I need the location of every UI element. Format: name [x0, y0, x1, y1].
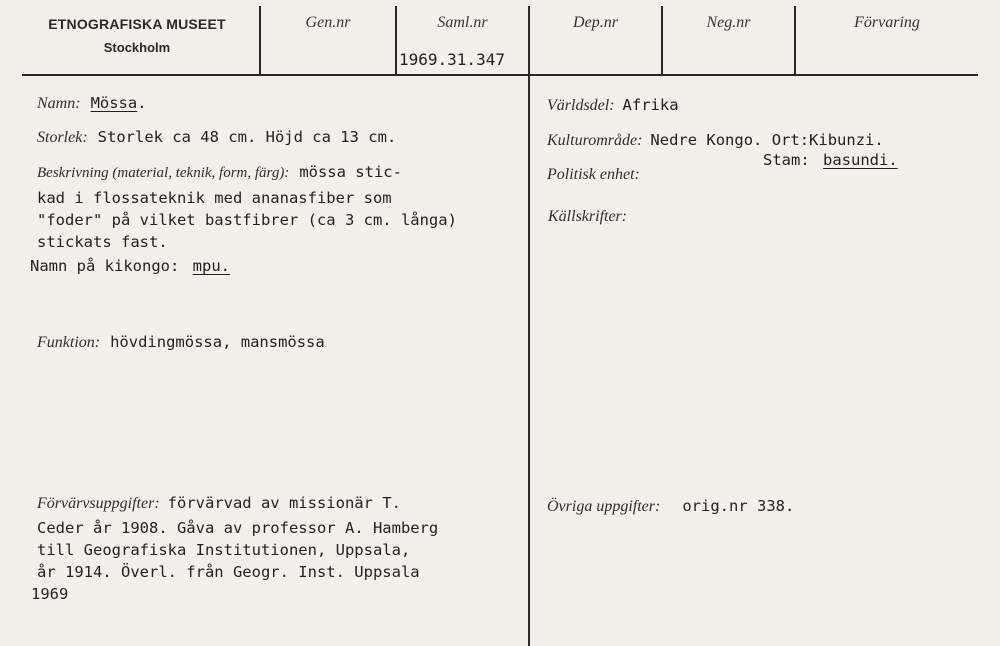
namn-value: Mössa	[90, 94, 138, 112]
beskrivning-line-4: stickats fast.	[37, 233, 168, 251]
beskrivning-line-2: kad i flossateknik med ananasfiber som	[37, 189, 392, 207]
politisk-enhet-label: Politisk enhet:	[547, 166, 640, 183]
beskrivning-label: Beskrivning (material, teknik, form, färg):	[37, 165, 290, 181]
forvarv-line-1: förvärvad av missionär T.	[167, 494, 401, 512]
kultur-label: Kulturområde:	[547, 132, 643, 149]
beskrivning-line-3: "foder" på vilket bastfibrer (ca 3 cm. långa)	[37, 211, 457, 229]
varldsdel-row	[547, 96, 679, 115]
institution-name: ETNOGRAFISKA MUSEET	[48, 16, 226, 32]
namn-dot: .	[137, 94, 147, 112]
forvarv-label: Förvärvsuppgifter:	[37, 495, 160, 512]
institution-block	[22, 16, 252, 55]
kikongo-row	[30, 257, 230, 275]
kultur-value: Nedre Kongo. Ort:Kibunzi.	[650, 131, 884, 149]
namn-row	[37, 94, 147, 113]
dep-nr-label: Dep.nr	[573, 14, 618, 31]
beskrivning-continuation	[37, 187, 457, 253]
varldsdel-label: Världsdel:	[547, 97, 615, 114]
institution-city: Stockholm	[103, 40, 171, 55]
forvarv-line-3: till Geografiska Institutionen, Uppsala,	[37, 541, 411, 559]
forvarv-line-5: 1969	[31, 585, 69, 603]
stam-label: Stam:	[763, 151, 810, 169]
forvarv-line-4: år 1914. Överl. från Geogr. Inst. Uppsala	[37, 563, 420, 581]
gen-nr-label: Gen.nr	[305, 14, 351, 31]
ovriga-label: Övriga uppgifter:	[547, 498, 661, 515]
funktion-row	[37, 333, 325, 352]
namn-label: Namn:	[37, 95, 81, 112]
varldsdel-value: Afrika	[622, 96, 679, 114]
saml-nr-value: 1969.31.347	[399, 50, 505, 69]
storlek-label: Storlek:	[37, 129, 88, 146]
forvarv-continuation	[31, 517, 439, 605]
forvaring-label: Förvaring	[854, 14, 920, 31]
kikongo-value: mpu.	[192, 257, 230, 275]
neg-nr-label: Neg.nr	[706, 14, 751, 31]
ovriga-value: orig.nr 338.	[682, 497, 795, 515]
forvarv-line-2: Ceder år 1908. Gåva av professor A. Hamberg	[37, 519, 439, 537]
funktion-value: hövdingmössa, mansmössa	[110, 333, 325, 351]
storlek-value: Storlek ca 48 cm. Höjd ca 13 cm.	[97, 128, 397, 146]
beskrivning-line-1: mössa stic-	[299, 163, 402, 181]
saml-nr-label: Saml.nr	[437, 14, 488, 31]
header-bottom-rule	[22, 74, 978, 76]
beskrivning-row	[37, 163, 402, 182]
forvarv-row	[37, 494, 401, 513]
stam-row	[763, 151, 898, 169]
funktion-label: Funktion:	[37, 334, 101, 351]
ovriga-row	[547, 497, 794, 516]
storlek-row	[37, 128, 396, 147]
kikongo-label: Namn på kikongo:	[30, 257, 180, 275]
kallskrifter-label: Källskrifter:	[548, 208, 628, 225]
center-vertical-rule	[528, 76, 530, 646]
stam-value: basundi.	[823, 151, 898, 169]
kultur-row	[547, 131, 884, 150]
